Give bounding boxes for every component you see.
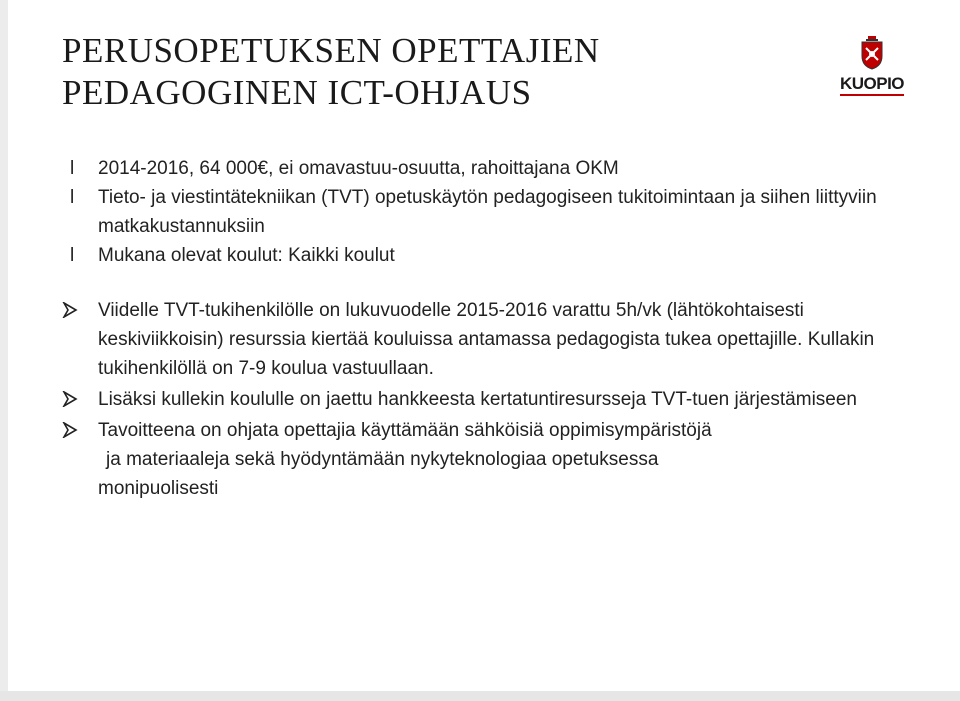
- logo-text: KUOPIO: [839, 74, 905, 93]
- arrow-bullet-icon: [62, 302, 78, 318]
- arrow-item: [62, 416, 922, 503]
- slide-bottom-bar: [0, 691, 960, 701]
- arrow-item: [62, 385, 922, 414]
- arrow-item-line-3: monipuolisesti: [98, 478, 219, 499]
- bullet-item: [62, 154, 922, 183]
- arrow-item-line-1: Tavoitteena on ohjata opettajia käyttämään sähköisiä oppimisympäristöjä: [98, 420, 712, 441]
- arrow-bullet-icon: [62, 391, 78, 407]
- bullet-item: [62, 183, 922, 241]
- arrow-item-text: Lisäksi kullekin koululle on jaettu hankkeesta kertatuntiresursseja TVT-tuen järjestämiseen: [98, 389, 857, 410]
- bullet-marker: l: [70, 187, 75, 208]
- kuopio-logo: [836, 36, 908, 98]
- bullet-text: Tieto- ja viestintätekniikan (TVT) opetuskäytön pedagogiseen tukitoimintaan ja siihen liittyviin matkakustannuksiin: [98, 187, 877, 237]
- arrow-item: [62, 296, 922, 383]
- title-line-2: PEDAGOGINEN ICT-OHJAUS: [62, 73, 532, 112]
- bullet-text: 2014-2016, 64 000€, ei omavastuu-osuutta, rahoittajana OKM: [98, 158, 619, 179]
- arrow-item-text: Viidelle TVT-tukihenkilölle on lukuvuodelle 2015-2016 varattu 5h/vk (lähtökohtaisesti keskiviikkoisin) resurssia kiertää kouluissa antamassa pedagogista tukea opettajille. Kullakin tukihenkilöllä on 7-9 koulua vastuullaan.: [98, 300, 875, 379]
- arrow-bullet-icon: [62, 422, 78, 438]
- bullet-marker: l: [70, 245, 75, 266]
- bullet-text: Mukana olevat koulut: Kaikki koulut: [98, 245, 395, 266]
- slide-left-edge: [0, 0, 8, 701]
- slide-title: [62, 30, 822, 114]
- kuopio-crest-icon: [861, 36, 883, 70]
- arrow-item-line-2: ja materiaaleja sekä hyödyntämään nykyteknologiaa opetuksessa: [106, 449, 659, 470]
- title-line-1: PERUSOPETUKSEN OPETTAJIEN: [62, 31, 600, 70]
- slide-content: [62, 154, 922, 505]
- logo-underline: [840, 94, 904, 96]
- bullet-marker: l: [70, 158, 75, 179]
- section-spacer: [62, 270, 922, 296]
- bullet-item: [62, 241, 922, 270]
